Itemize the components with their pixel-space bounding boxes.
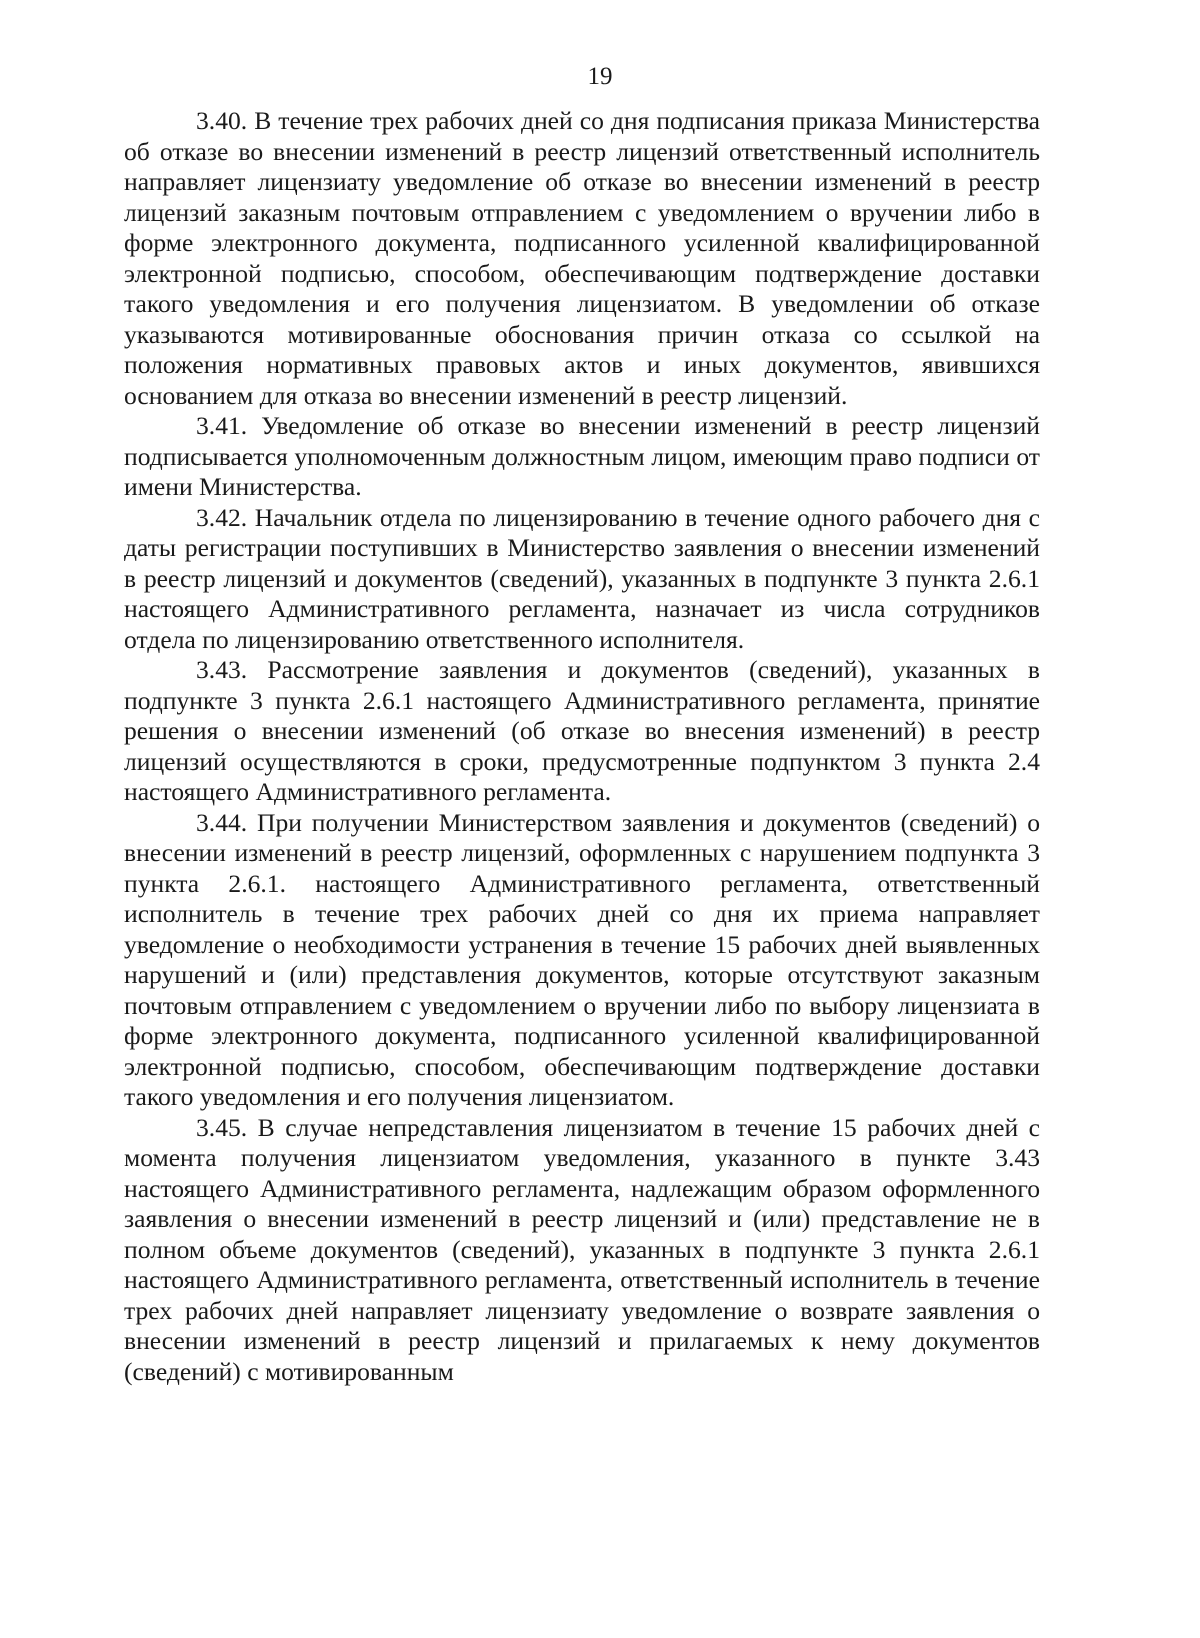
paragraph-3-40: 3.40. В течение трех рабочих дней со дня подписания приказа Министерства об отказе во внесении изменений в реестр лицензий ответственный исполнитель направляет лицензиату уведомление об отказе во внесении изменений в реестр лицензий заказным почтовым отправлением с уведомлением о вручении либо в форме электронного документа, подписанного усиленной квалифицированной электронной подписью, способом, обеспечивающим подтверждение доставки такого уведомления и его получения лицензиатом. В уведомлении об отказе указываются мотивированные обоснования причин отказа со ссылкой на положения нормативных правовых актов и иных документов, явившихся основанием для отказа во внесении изменений в реестр лицензий. — [124, 106, 1040, 410]
paragraph-3-41: 3.41. Уведомление об отказе во внесении изменений в реестр лицензий подписывается уполномоченным должностным лицом, имеющим право подписи от имени Министерства. — [124, 411, 1040, 501]
paragraph-3-43: 3.43. Рассмотрение заявления и документов (сведений), указанных в подпункте 3 пункта 2.6.1 настоящего Административного регламента, принятие решения о внесении изменений (об отказе во внесения изменений) в реестр лицензий осуществляются в сроки, предусмотренные подпунктом 3 пункта 2.4 настоящего Административного регламента. — [124, 655, 1040, 806]
paragraph-3-44: 3.44. При получении Министерством заявления и документов (сведений) о внесении изменений в реестр лицензий, оформленных с нарушением подпункта 3 пункта 2.6.1. настоящего Административного регламента, ответственный исполнитель в течение трех рабочих дней со дня их приема направляет уведомление о необходимости устранения в течение 15 рабочих дней выявленных нарушений и (или) представления документов, которые отсутствуют заказным почтовым отправлением с уведомлением о вручении либо по выбору лицензиата в форме электронного документа, подписанного усиленной квалифицированной электронной подписью, способом, обеспечивающим подтверждение доставки такого уведомления и его получения лицензиатом. — [124, 807, 1040, 1111]
paragraph-3-45: 3.45. В случае непредставления лицензиатом в течение 15 рабочих дней с момента получения лицензиатом уведомления, указанного в пункте 3.43 настоящего Административного регламента, надлежащим образом оформленного заявления о внесении изменений в реестр лицензий и (или) представление не в полном объеме документов (сведений), указанных в подпункте 3 пункта 2.6.1 настоящего Административного регламента, ответственный исполнитель в течение трех рабочих дней направляет лицензиату уведомление о возврате заявления о внесении изменений в реестр лицензий и прилагаемых к нему документов (сведений) с мотивированным — [124, 1112, 1040, 1386]
document-body — [124, 106, 1040, 1387]
paragraph-3-42: 3.42. Начальник отдела по лицензированию в течение одного рабочего дня с даты регистрации поступивших в Министерство заявления о внесении изменений в реестр лицензий и документов (сведений), указанных в подпункте 3 пункта 2.6.1 настоящего Административного регламента, назначает из числа сотрудников отдела по лицензированию ответственного исполнителя. — [124, 502, 1040, 654]
page-number: 19 — [587, 63, 613, 90]
